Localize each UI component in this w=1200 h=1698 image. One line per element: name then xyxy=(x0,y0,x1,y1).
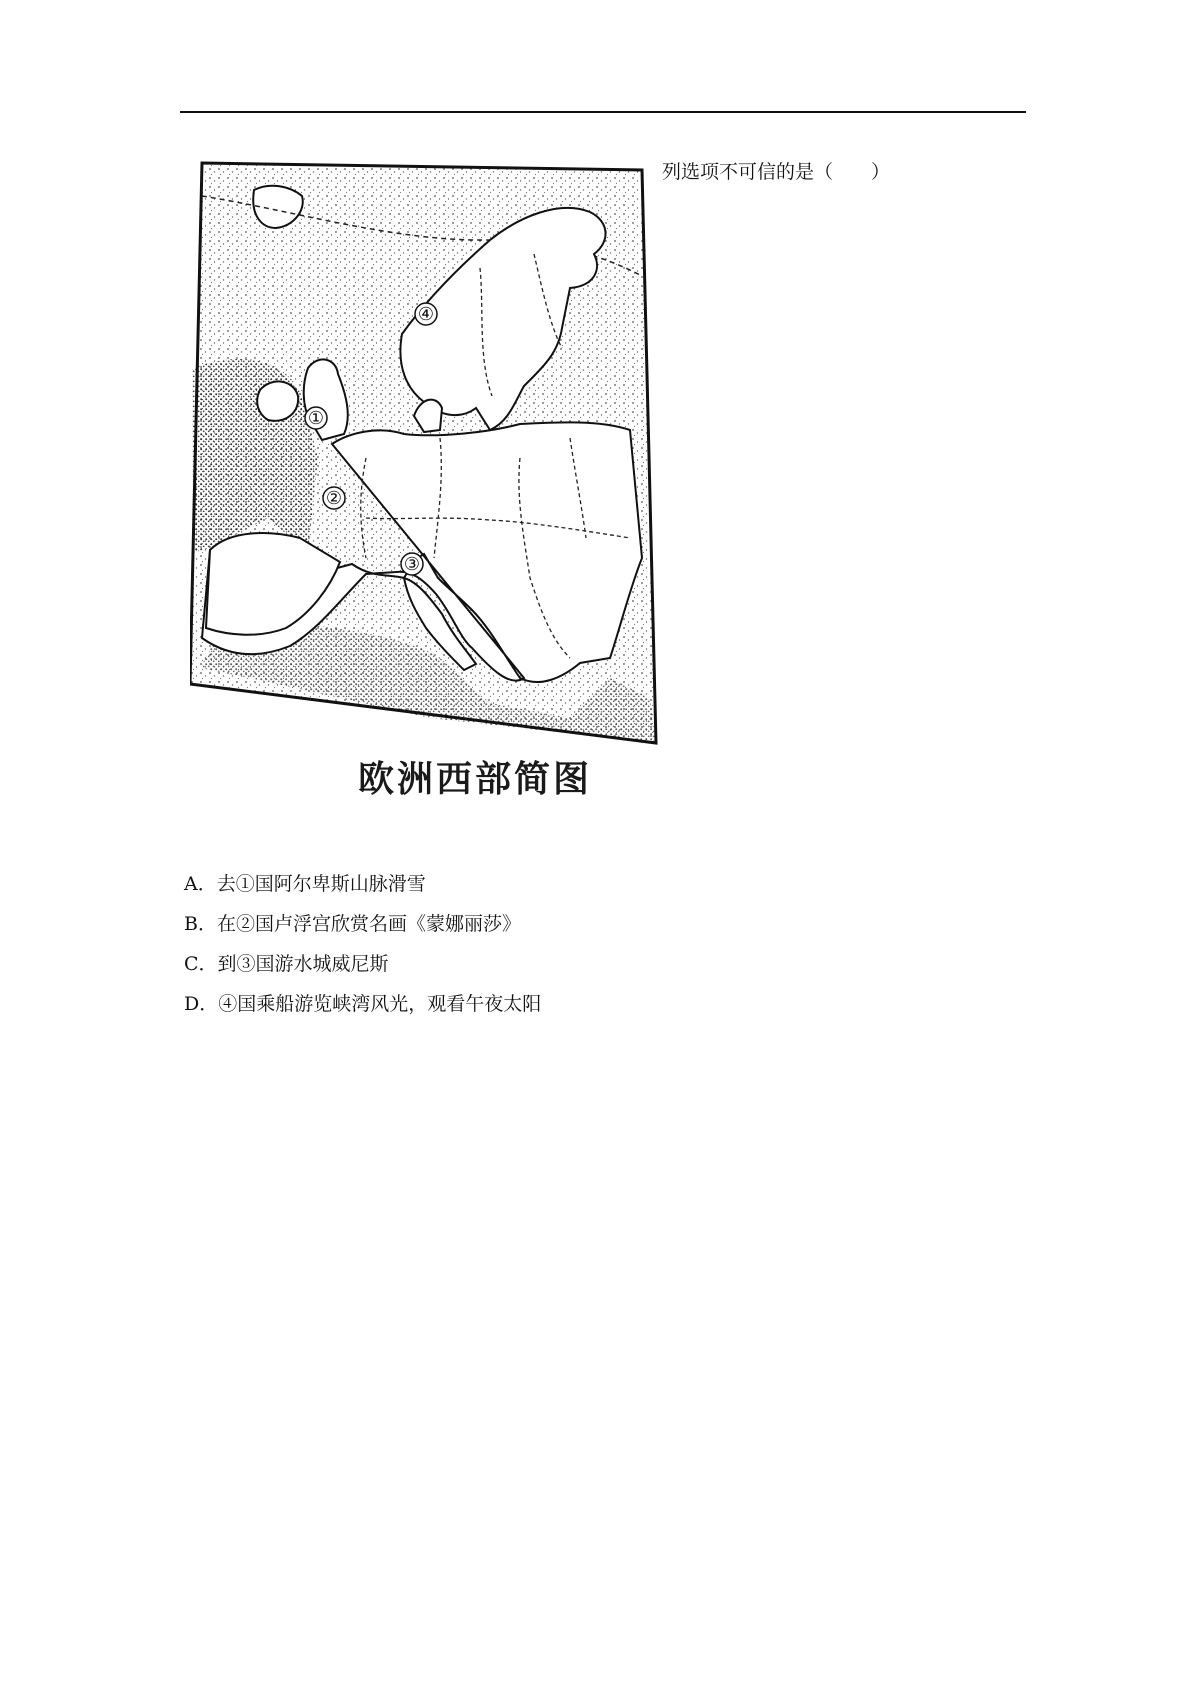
option-d[interactable] xyxy=(184,992,541,1032)
option-letter: B． xyxy=(184,913,217,935)
answer-options xyxy=(184,872,541,1032)
option-letter: A． xyxy=(184,873,217,895)
option-c[interactable] xyxy=(184,952,541,992)
ireland xyxy=(257,381,298,420)
option-text: ④国乘船游览峡湾风光，观看午夜太阳 xyxy=(218,993,542,1015)
europe-map xyxy=(190,158,660,808)
option-letter: D． xyxy=(184,993,219,1015)
svg-text:②: ② xyxy=(325,488,343,509)
option-text: 去①国阿尔卑斯山脉滑雪 xyxy=(216,873,426,895)
option-a[interactable] xyxy=(184,872,541,912)
marker-2 xyxy=(323,487,345,509)
option-text: 到③国游水城威尼斯 xyxy=(217,953,389,975)
header-rule xyxy=(180,111,1026,113)
option-letter: C． xyxy=(184,953,218,975)
marker-1 xyxy=(305,407,327,429)
option-text: 在②国卢浮宫欣赏名画《蒙娜丽莎》 xyxy=(216,913,521,935)
marker-3 xyxy=(401,553,423,575)
map-caption: 欧洲西部简图 xyxy=(357,759,592,800)
option-b[interactable] xyxy=(184,912,541,952)
question-stem: 列选项不可信的是（ ） xyxy=(662,161,891,183)
svg-text:③: ③ xyxy=(403,554,421,575)
svg-text:①: ① xyxy=(307,408,325,429)
svg-text:④: ④ xyxy=(417,304,435,325)
europe-map-figure xyxy=(190,158,660,808)
marker-4 xyxy=(415,303,437,325)
